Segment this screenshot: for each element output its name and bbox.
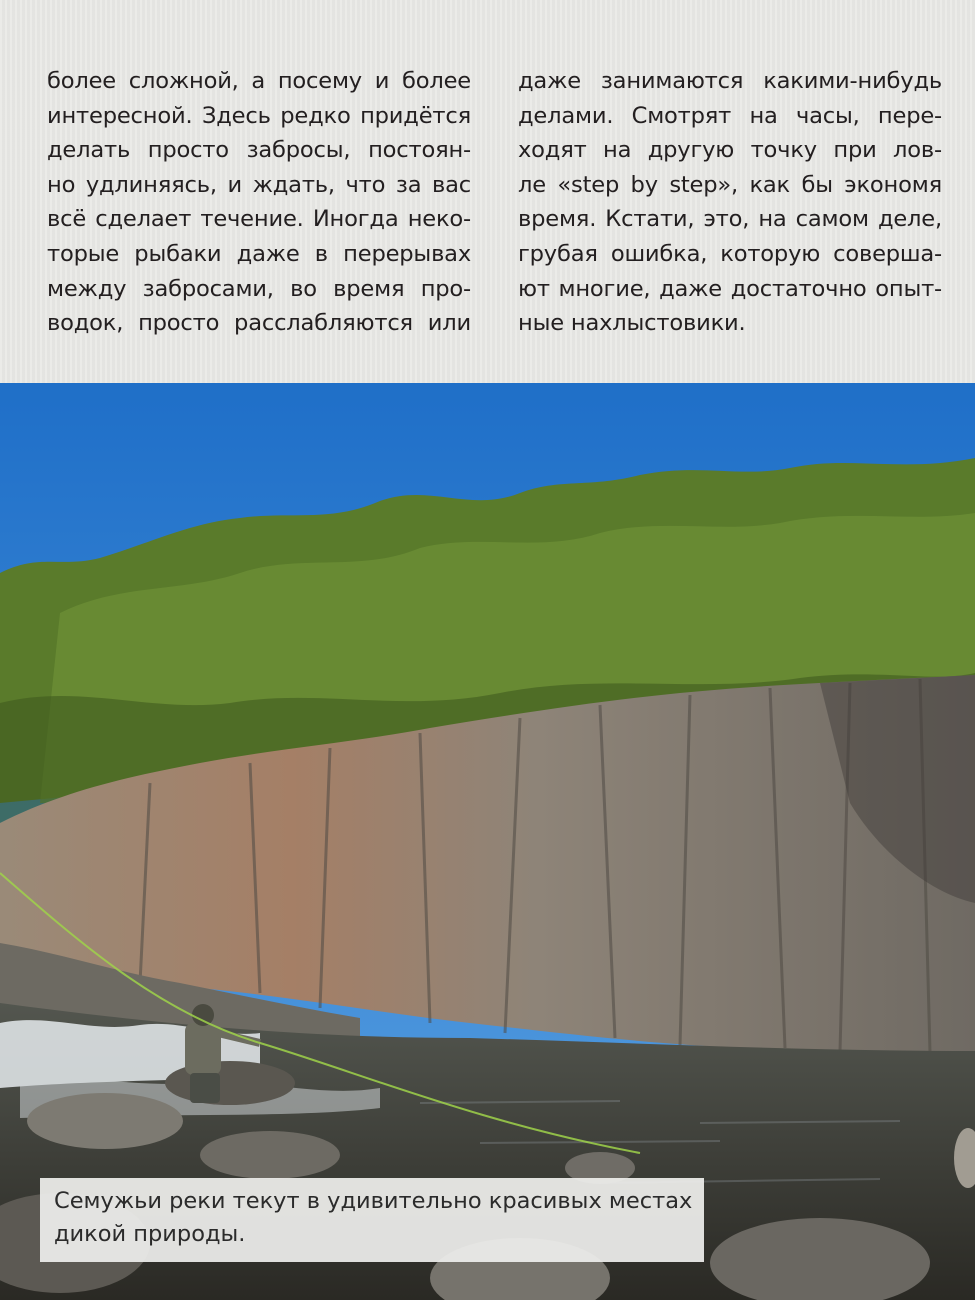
text-line: ле «step by step», как бы экономя [518,171,942,198]
article-text-area [0,0,975,383]
text-line: даже занимаются какими-нибудь [518,68,942,94]
text-line: ные нахлыстовики. [518,310,746,337]
text-line: но удлиняясь, и ждать, что за вас [47,171,471,198]
text-line: делать просто забросы, постоян- [47,137,471,164]
text-line: более сложной, а посему и более [47,68,471,94]
text-line: между забросами, во время про- [47,275,471,302]
caption-line: дикой природы. [54,1221,246,1247]
text-line: ходят на другую точку при лов- [518,137,942,164]
caption-line: Семужьи реки текут в удивительно красивых местах [54,1188,693,1214]
text-line: ют многие, даже достаточно опыт- [518,275,942,302]
text-line: делами. Смотрят на часы, пере- [518,102,942,129]
text-line: всё сделает течение. Иногда неко- [47,206,471,233]
text-line: грубая ошибка, которую соверша- [518,240,942,267]
text-line: время. Кстати, это, на самом деле, [518,206,942,233]
river-landscape-photo [0,383,975,1300]
article-left-column [47,64,471,341]
photo-caption [40,1178,704,1262]
text-line: водок, просто расслабляются или [47,310,471,337]
text-line: торые рыбаки даже в перерывах [47,240,471,267]
article-right-column [518,64,942,341]
text-line: интересной. Здесь редко придётся [47,102,471,129]
